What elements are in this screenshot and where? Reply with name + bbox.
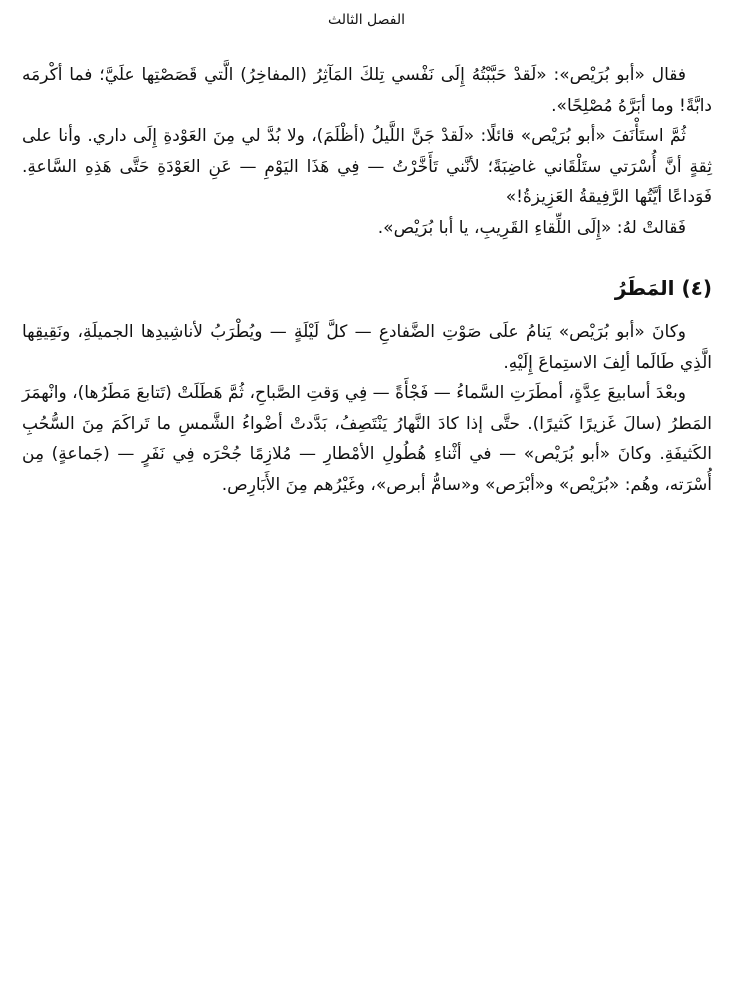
paragraph-abu-buraydh-speech: فقال «أبو بُرَيْص»: «لَقدْ حَبَّبْتُهُ إِلَى نَفْسي تِلكَ المَآثِرُ (المفاخِرُ) الَّتي قَصَصْتِها علَيَّ؛ فما أكْرمَه دابَّةً! وما أبَرَّهُ مُصْلِحًا». [22,65,712,116]
paragraph-rain: وبعْدَ أسابيعَ عِدَّةٍ، أمطَرَتِ السَّماءُ — فَجْأَةً — فِي وَقتِ الصَّباحِ، ثُمَّ هَطَلَتْ (تَتابعَ مَطَرُها)، وانْهمَرَ المَطرُ (سالَ غَزيرًا كَثيرًا). حتَّى إذا كادَ النَّهارُ يَنْتَصِفُ، بَدَّدتْ أضْواءُ الشَّمسِ ما تَراكَمَ مِنَ السُّحُبِ الكَثيفَةِ. وكانَ «أبو بُرَيْص» — في أثْناءِ هُطُولِ الأمْطارِ — مُلازِمًا جُحْرَه فِي نَفَرٍ — (جَماعةٍ) مِن أُسْرَته، وهُم: «بُرَيْص» و«أبْرَص» و«سامُّ أبرص»، وغَيْرُهم مِنَ الأَبَارِص. [22,383,712,495]
paragraph-farewell: ثُمَّ استَأْنَفَ «أبو بُرَيْص» قائلًا: «لَقدْ جَنَّ اللَّيلُ (أظْلَمَ)، ولا بُدَّ لي مِنَ العَوْدةِ إِلَى داري. وأنا على ثِقةٍ أنَّ أُسْرَتي ستَلْقَاني غاضِبَةً؛ لأنَّني تَأَخَّرْتُ — فِي هَذَا اليَوْمِ — عَنِ العَوْدَةِ حَتَّى هَذِهِ السَّاعةِ. فَوَداعًا أيَّتُها الرَّفِيقةُ العَزِيزةُ!» [22,126,712,207]
paragraph-frogs: وكانَ «أبو بُرَيْص» يَنامُ علَى صَوْتِ الضَّفادعِ — كلَّ لَيْلَةٍ — ويُطْرَبُ لأناشِيدِها الجميلَةِ، ونَقِيقِها الَّذِي طَالَما ألِفَ الاستِماعَ إِلَيْهِ. [22,322,712,373]
paragraph-reply: فَقالتْ لهُ: «إِلَى اللِّقاءِ القَرِيبِ، يا أبا بُرَيْص». [377,217,686,238]
running-header: الفصل الثالث [327,12,406,28]
section-heading: (٤) المَطَرُ [614,276,712,300]
page-body [22,60,712,500]
